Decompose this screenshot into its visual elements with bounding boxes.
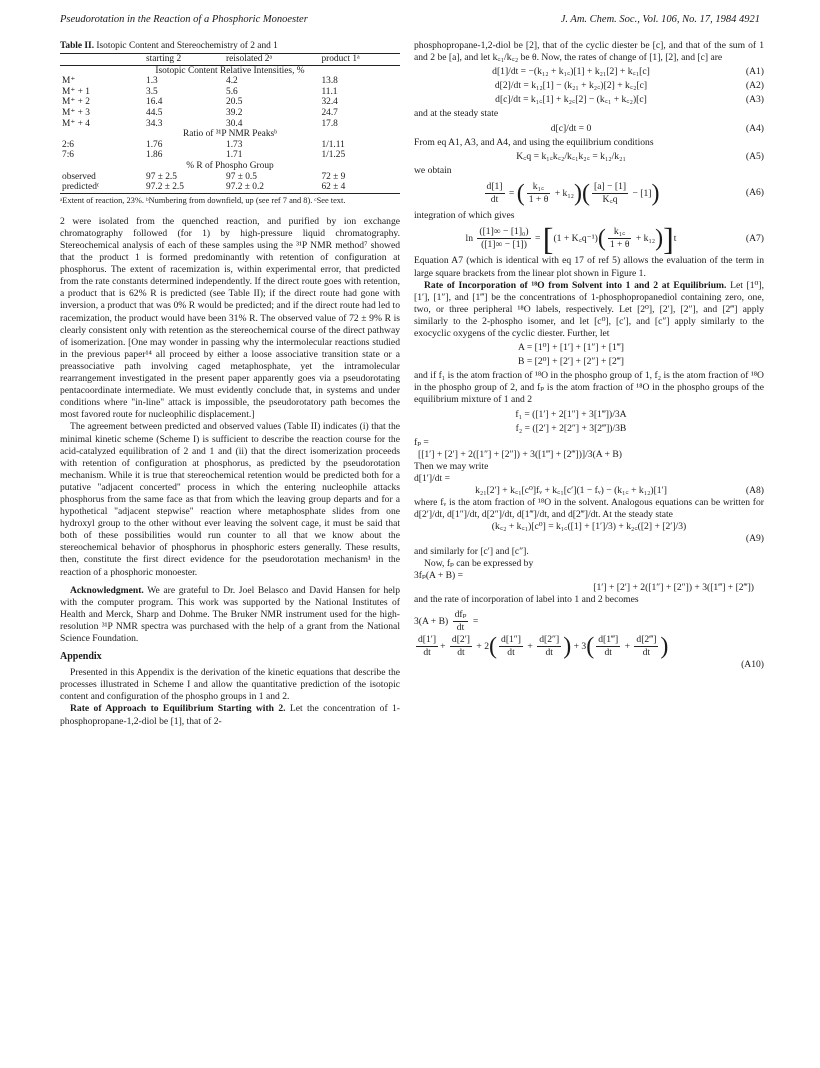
table-section-heading: Isotopic Content Relative Intensities, % (155, 65, 305, 76)
table-title: Isotopic Content and Stereochemistry of 2 and 1 (96, 41, 278, 51)
table-row (60, 87, 400, 98)
equation-A3: d[c]/dt = k₁꜀[1] + k₂꜀[2] − (k꜀₁ + k꜀₂)[c] (A3) (495, 94, 764, 106)
equation-f1: f₁ = ([1′] + 2[1″] + 3[1‴])/3A (515, 408, 627, 420)
table-row (60, 172, 400, 183)
table-cell: 5.6 (226, 86, 238, 97)
table-cell: 3.5 (146, 86, 158, 97)
body-paragraph: phosphopropane-1,2-diol be [2], that of the cyclic diester be [c], and that of the sum of 1 and 2 be [a], and let k꜀₁/k꜀₂ be θ. Now, the rates of change of [1], [2], and [c] are (414, 40, 764, 64)
equation-A8: d[1′]/dt = k₂₁[2′] + k꜀₁[c⁰]fᵥ + k꜀₁[c′](1 − fᵥ) − (k₁꜀ + k₁₂)[1′] (A8) (414, 473, 764, 497)
table-cell: M⁺ + 4 (62, 118, 90, 129)
table-section-heading: Ratio of ³¹P NMR Peaksᵇ (182, 129, 278, 140)
equation-A2: d[2]/dt = k₁₂[1] − (k₂₁ + k₂꜀)[2] + k꜀₂[c] (A2) (494, 80, 764, 92)
body-paragraph (60, 703, 400, 727)
equation-f2: f₂ = ([2′] + 2[2″] + 3[2‴])/3B (515, 422, 627, 434)
body-paragraph: and if f₁ is the atom fraction of ¹⁸O in the phospho group of 1, f₂ is the atom fraction of ¹⁸O in the phospho group of 2, and fₚ is the atom fraction of ¹⁸O in the phospho groups of the equilibrium mixture of 1 and 2 (414, 370, 764, 406)
body-text: integration of which gives (414, 210, 515, 222)
appendix-heading: Appendix (60, 651, 102, 663)
run-in-heading: Rate of Approach to Equilibrium Starting with 2. (70, 703, 286, 715)
table-section-heading: % R of Phospho Group (186, 161, 274, 172)
table-row (60, 97, 400, 108)
equation-fp-expr: 3fₚ(A + B) = [1′] + [2′] + 2([1″] + [2″]) + 3([1‴] + [2‴]) (414, 569, 754, 593)
table-col-header: starting 2 (146, 54, 182, 65)
right-column (414, 40, 764, 672)
table-cell: 1/1.25 (321, 150, 346, 161)
body-paragraph: Equation A7 (which is identical with eq 17 of ref 5) allows the evaluation of the term in large square brackets from the linear plot shown in Figure 1. (414, 255, 764, 279)
table-cell: M⁺ + 3 (62, 108, 90, 119)
body-text: Now, fₚ can be expressed by (424, 557, 534, 569)
table-cell: 62 ± 4 (321, 182, 346, 193)
table-row (60, 140, 400, 151)
table-cell: 17.8 (321, 118, 338, 129)
acknowledgment-label: Acknowledgment. (70, 584, 144, 596)
equation-A6: $\frac{d[1]}{dt}$ = ( $\frac{\text{k₁꜀}}{1 + \theta}$ + k₁₂)( $\frac{[a] - [1]}{K꜀q}$ − [1]) (A6) (486, 180, 764, 207)
equation-A-def: A = [1⁰] + [1′] + [1″] + [1‴] (518, 342, 624, 354)
table-cell: 1.86 (146, 150, 163, 161)
table-cell: 32.4 (321, 97, 338, 108)
table-col-header: product 1ᵃ (321, 54, 360, 65)
equation-A9: (k꜀₂ + k꜀₁)[c⁰] = k₁꜀([1] + [1′]/3) + k₂꜀([2] + [2′]/3) (A9) (491, 521, 764, 545)
body-paragraph: 2 were isolated from the quenched reaction, and purified by ion exchange chromatography followed (for 1) by high-pressure liquid chromatography. Stereochemical analysis of each of these samples using the ³¹P NMR method⁷ showed that the product 1 is formed predominantly with retention of configuration at phosphorus. The extent of racemization is, within experimental error, that predicted from the rate constants determined independently. If the direct route goes with retention, a product that is 62% R is predicted (see Table II); if the direct route had gone with inversion, a product that was 0% R would be predicted; and if the direct route had led to racemization, the product would have been 31% R. The observed value of 72 ± 9% R is clearly consistent only with retention as the stereochemical course of the direct pathway of isomerization. [One may wonder in passing why the intermolecular reactions studied in the previous paper¹⁴ all proceed by either a loose associative transition state or a preassociative path involving caged metaphosphate, yet the intramolecular rearrangement investigated in the present paper apparently goes via a pseudorotating pentacoordinate intermediate. We must evidently conclude that, in systems and under conditions where "in-line" attack is impossible, the pseudorotatory path becomes the most favored route for nucleophilic displacement.] (60, 215, 400, 421)
table-cell: 34.3 (146, 118, 163, 129)
body-text: and at the steady state (414, 108, 499, 120)
table-cell: 97 ± 0.5 (226, 171, 257, 182)
acknowledgment-paragraph (60, 585, 400, 645)
acknowledgment-text: We are grateful to Dr. Joel Belasco and David Hansen for help with the computer program. This work was supported by the National Institutes of Health and Merck, Sharp and Dohme. The Bruker NMR instrument used for the high-resolution ³¹P NMR spectra was purchased with the help of a grant from the National Science Foundation. (60, 584, 400, 644)
table-cell: 1.71 (226, 150, 243, 161)
table-cell: 13.8 (321, 76, 338, 87)
table-cell: 2:6 (62, 139, 74, 150)
table-cell: M⁺ + 2 (62, 97, 90, 108)
body-text: Then we may write (414, 460, 489, 472)
table-cell: 24.7 (321, 108, 338, 119)
body-text: and similarly for [c′] and [c″]. (414, 545, 529, 557)
table-cell: 30.4 (226, 118, 243, 129)
table-cell: 11.1 (321, 86, 338, 97)
table-col-header: reisolated 2ᵃ (226, 54, 273, 65)
run-in-heading: Rate of Incorporation of ¹⁸O from Solvent into 1 and 2 at Equilibrium. (424, 279, 727, 291)
table-cell: 20.5 (226, 97, 243, 108)
table-cell: 4.2 (226, 76, 238, 87)
body-text: Let the concentration of 1-phosphopropane-1,2-diol be [1], that of 2- (60, 703, 400, 727)
equation-B-def: B = [2⁰] + [2′] + [2″] + [2‴] (518, 356, 624, 368)
body-text: and the rate of incorporation of label into 1 and 2 becomes (414, 593, 639, 605)
equation-A7: ln $\frac{\text{([1]∞ − [1]₀)}}{([1]\infty - [1])}$ = [(1 + K꜀q⁻¹)( $\frac{\text{k₁꜀}}{1 + \theta}$ + k₁₂)]t (A7) (465, 220, 764, 257)
table-cell: 1.3 (146, 76, 158, 87)
left-column (60, 40, 400, 728)
table-cell: 1.76 (146, 139, 163, 150)
table-cell: predictedᶜ (62, 182, 100, 193)
table-cell: 16.4 (146, 97, 163, 108)
body-text: Let [1⁰], [1′], [1″], and [1‴] be the concentrations of 1-phosphopropanediol containing zero, one, two, or three peripheral ¹⁸O labels, respectively. Let [2⁰], [2′], [2″], and [2‴] apply similarly to the 2-phospho isomer, and let [c⁰], [c′], and [c″] apply similarly to the exocyclic oxygens of the cyclic diester. Further, let (414, 279, 764, 339)
table-cell: 7:6 (62, 150, 74, 161)
body-paragraph: where fᵥ is the atom fraction of ¹⁸O in the solvent. Analogous equations can be written for d[2′]/dt, d[1″]/dt, d[2″]/dt, d[1‴]/dt, and d[2‴]/dt. At the steady state (414, 497, 764, 521)
table-caption (60, 40, 400, 52)
body-paragraph (414, 280, 764, 340)
equation-A5: K꜀q = k₁꜀k꜀₂/k꜀₁k₂꜀ = k₁₂/k₂₁ (A5) (516, 150, 764, 162)
table-footnote: ᵃExtent of reaction, 23%. ᵇNumbering from downfield, up (see ref 7 and 8). ᶜSee text. (60, 195, 346, 205)
table-row (60, 76, 400, 87)
table-col-header (60, 54, 144, 66)
body-text: From eq A1, A3, and A4, and using the equilibrium conditions (414, 136, 654, 148)
table-cell: M⁺ + 1 (62, 86, 90, 97)
table-row (60, 182, 400, 193)
body-paragraph: Presented in this Appendix is the derivation of the kinetic equations that describe the processes illustrated in Scheme I and allow the quantitative prediction of the isotopic content and configuration of the phospho groups in 1 and 2. (60, 667, 400, 703)
table-row (60, 119, 400, 130)
table-cell: observed (62, 171, 96, 182)
body-text: we obtain (414, 164, 452, 176)
table-cell: M⁺ (62, 76, 76, 87)
table-cell: 39.2 (226, 108, 243, 119)
table-row (60, 108, 400, 119)
equation-A10: 3(A + B) $\frac{\text{dfₚ}}{dt}$ = $\frac{d[1']}{dt}$ + $\frac{d[2']}{dt}$ + 2( $\frac{d[1'']}{dt}$ + $\frac{d[2'']}{dt}$ ) + 3( $\frac{d[1‴]}{dt}$ + $\frac{d[2‴]}{dt}$ ) (A10) (414, 609, 764, 671)
running-header-left: Pseudorotation in the Reaction of a Phosphoric Monoester (60, 14, 308, 25)
table-cell: 1/1.11 (321, 139, 345, 150)
equation-A4: d[c]/dt = 0 (A4) (550, 122, 764, 134)
table-cell: 97.2 ± 2.5 (146, 182, 184, 193)
equation-fp: fₚ = [[1′] + [2′] + 2([1″] + [2″]) + 3([1‴] + [2‴])]/3(A + B) (414, 436, 622, 460)
running-header-right: J. Am. Chem. Soc., Vol. 106, No. 17, 1984 4921 (560, 14, 760, 25)
isotope-table (60, 53, 400, 194)
table-cell: 1.73 (226, 139, 243, 150)
table-cell: 97.2 ± 0.2 (226, 182, 264, 193)
table-cell: 44.5 (146, 108, 163, 119)
table-row (60, 150, 400, 161)
table-label: Table II. (60, 41, 95, 51)
table-cell: 97 ± 2.5 (146, 171, 177, 182)
body-paragraph: The agreement between predicted and observed values (Table II) indicates (i) that the minimal kinetic scheme (Scheme I) is sufficient to describe the reaction course for the acid-catalyzed equilibration of 2 and 1 and (ii) that the direct isomerization proceeds with retention of configuration at phosphorus, as predicted by the pseudorotation mechanism. While it is true that stereochemical retention would be predicted both for a putative "adjacent concerted" process in which the entering nucleophile attacks phosphorus from the same face as that from which the leaving group departs and for a hypothetical "adjacent stepwise" reaction where metaphosphate slides from one hydroxyl group to the other without ever leaving the solvent cage, it must be said that both of these possibilities would run counter to all that we know about the stereochemical behavior of phosphorus in phosphoric esters generally. These results, then, constitute the first direct evidence for the pseudorotation mechanism¹ in the reaction of a phosphoric monoester. (60, 421, 400, 578)
equation-A1: d[1]/dt = −(k₁₂ + k₁꜀)[1] + k₂₁[2] + k꜀₁[c] (A1) (492, 66, 764, 78)
table-cell: 72 ± 9 (321, 171, 346, 182)
